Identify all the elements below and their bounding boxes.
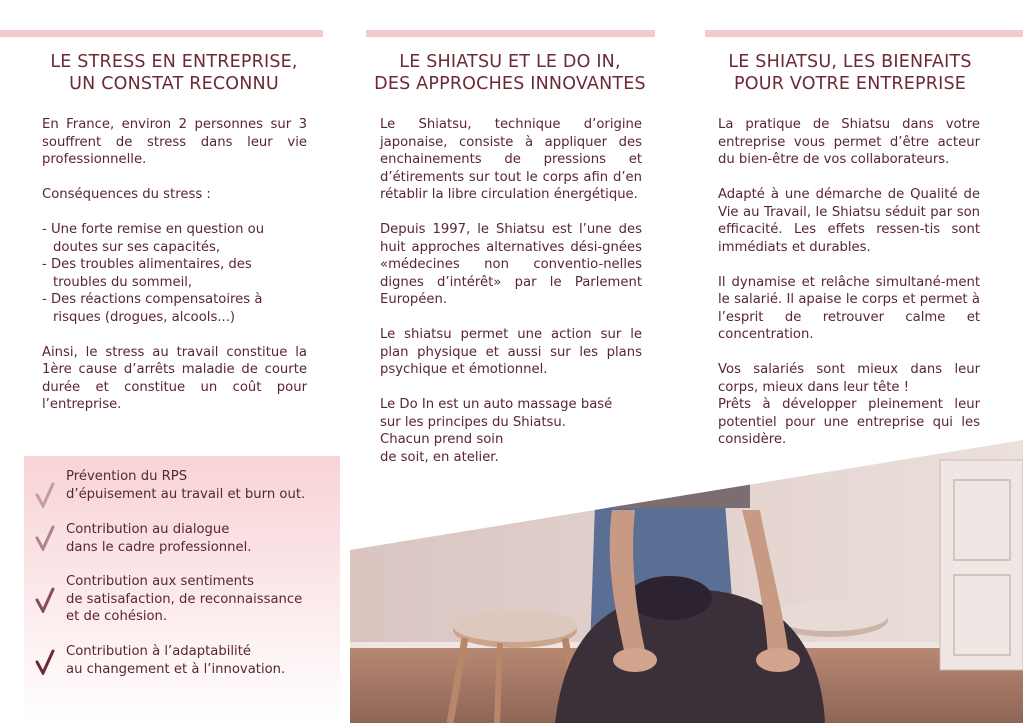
column-3-title [700,51,1000,95]
column-2-title [360,51,660,95]
top-bar-right [705,30,1023,37]
top-bar-left [0,30,323,37]
list-item: - Des troubles alimentaires, des troubles du sommeil, [42,257,252,290]
column-1-title-line-1: LE STRESS EN ENTREPRISE, [50,52,298,72]
column-1-title-line-2: UN CONSTAT RECONNU [69,74,279,94]
column-3-paragraph-4a: Vos salariés sont mieux dans leur corps, mieux dans leur tête ! [718,362,980,395]
column-3-paragraph-2: Adapté à une démarche de Qualité de Vie au Travail, le Shiatsu séduit par son efficacité. Les effets ressen-tis sont immédiats et durables. [718,187,980,255]
column-1-paragraph-3: Ainsi, le stress au travail constitue la 1ère cause d’arrêts maladie de courte durée et constitue un coût pour l’entreprise. [42,344,307,412]
benefit-line: dans le cadre professionnel. [66,539,252,555]
benefit-line: Contribution à l’adaptabilité [66,644,252,659]
benefit-line: de satisafaction, de reconnaissance [66,591,303,607]
shiatsu-photo-illustration [350,440,1023,723]
column-3-paragraph-1: La pratique de Shiatsu dans votre entreprise vous permet d’être acteur du bien-être de vos collaborateurs. [718,117,980,167]
column-1-paragraph-2: Conséquences du stress : [42,187,211,202]
list-item: - Des réactions compensatoires à risques (drogues, alcools...) [42,292,263,325]
column-1-title [20,51,328,95]
column-3-body [718,116,980,449]
benefit-line: Prévention du RPS [66,469,188,484]
benefit-line: au changement et à l’innovation. [66,661,286,677]
benefit-line: Contribution aux sentiments [66,574,255,589]
column-2-paragraph-3: Le shiatsu permet une action sur le plan physique et aussi sur les plans psychique et émotionnel. [380,327,642,377]
column-2-line: Le Do In est un auto massage basé [380,397,613,412]
shiatsu-photo [350,440,1023,723]
benefit-line: d’épuisement au travail et burn out. [66,486,306,502]
column-3-title-line-2: POUR VOTRE ENTREPRISE [733,74,967,94]
column-3-paragraph-4b: Prêts à développer pleinement leur potentiel pour une entreprise qui les considère. [718,397,980,447]
top-bar-middle [366,30,655,37]
checkmark-icon [35,587,55,613]
column-1-paragraph-1: En France, environ 2 personnes sur 3 souffrent de stress dans leur vie professionnelle. [42,117,307,167]
column-2-line: de soit, en atelier. [380,449,499,465]
column-2-line: Chacun prend soin [380,432,504,447]
benefits-panel [24,456,340,723]
column-3-title-line-1: LE SHIATSU, LES BIENFAITS [728,52,972,72]
benefit-text-1 [66,468,305,503]
column-2-title-line-2: DES APPROCHES INNOVANTES [374,74,646,94]
checkmark-icon [35,482,55,508]
column-2-line: sur les principes du Shiatsu. [380,414,566,430]
benefit-text-3 [66,573,302,626]
column-2-paragraph-2: Depuis 1997, le Shiatsu est l’une des huit approches alternatives dési-gnées «médecines non conventio-nelles dignes d’intérêt» par le Parlement Européen. [380,222,642,307]
benefit-line: Contribution au dialogue [66,522,230,537]
benefit-text-2 [66,521,251,556]
column-2-paragraph-1: Le Shiatsu, technique d’origine japonaise, consiste à appliquer des enchainements de pressions et d’étirements sur tout le corps afin d’en rétablir la libre circulation énergétique. [380,117,642,202]
benefit-text-4 [66,643,285,678]
column-1-body [42,116,307,414]
column-3-paragraph-3: Il dynamise et relâche simultané-ment le salarié. Il apaise le corps et permet à l’esprit de retrouver calme et concentration. [718,274,980,342]
column-2-body [380,116,642,466]
column-2-title-line-1: LE SHIATSU ET LE DO IN, [399,52,621,72]
checkmark-icon [35,525,55,551]
benefit-line: et de cohésion. [66,609,168,624]
list-item: - Une forte remise en question ou doutes sur ses capacités, [42,222,265,255]
checkmark-icon [35,649,55,675]
